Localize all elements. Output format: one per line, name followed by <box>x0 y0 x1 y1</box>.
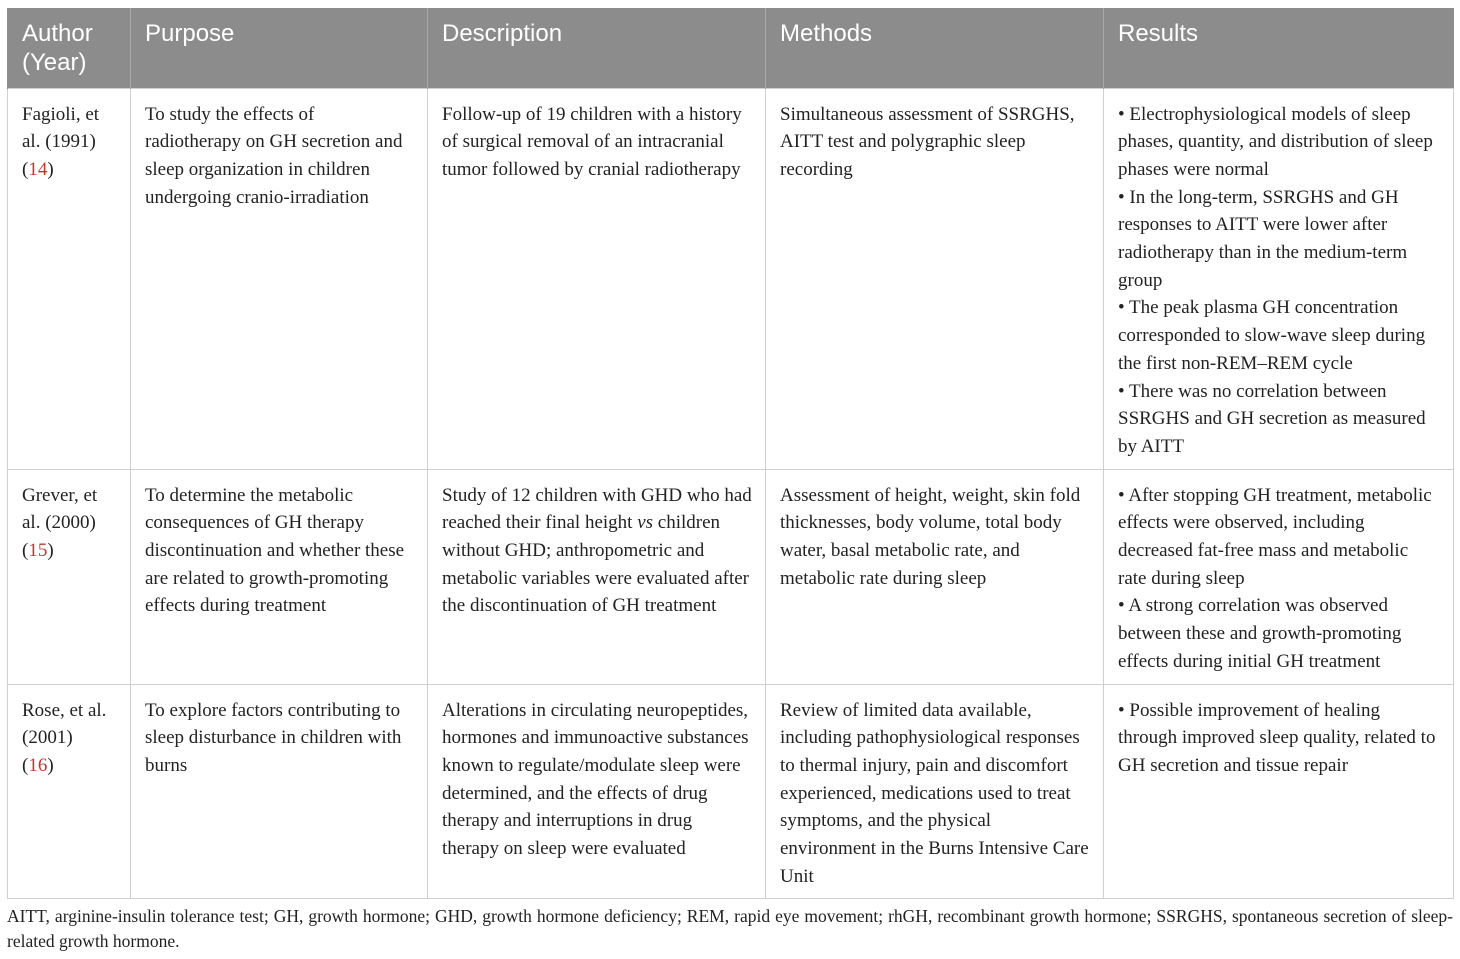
author-text: Grever, et al. (2000) <box>22 484 98 534</box>
table-row <box>8 469 1454 684</box>
result-item: • Possible improvement of healing through improved sleep quality, related to GH secretion and tissue repair <box>1118 699 1436 776</box>
table-row <box>8 684 1454 899</box>
cell-results <box>1104 469 1454 684</box>
cell-methods: Assessment of height, weight, skin fold thicknesses, body volume, total body water, basal metabolic rate, and metabolic rate during sleep <box>766 469 1104 684</box>
cell-results <box>1104 684 1454 899</box>
cell-description: Follow-up of 19 children with a history of surgical removal of an intracranial tumor followed by cranial radiotherapy <box>428 88 766 469</box>
description-text-end: children without GHD; anthropometric and metabolic variables were evaluated after the discontinuation of GH treatment <box>442 512 749 617</box>
author-text: Fagioli, et al. (1991) <box>22 103 100 153</box>
cell-author: Rose, et al. (2001) (16) <box>8 684 131 899</box>
cell-results <box>1104 88 1454 469</box>
cell-purpose: To determine the metabolic consequences of GH therapy discontinuation and whether these are related to growth-promoting effects during treatment <box>131 469 428 684</box>
cell-purpose: To explore factors contributing to sleep disturbance in children with burns <box>131 684 428 899</box>
header-results: Results <box>1104 8 1454 88</box>
result-item: • A strong correlation was observed between these and growth-promoting effects during initial GH treatment <box>1118 595 1402 672</box>
header-purpose: Purpose <box>131 8 428 88</box>
cell-description <box>428 469 766 684</box>
header-author: Author (Year) <box>8 8 131 88</box>
header-methods: Methods <box>766 8 1104 88</box>
cell-description: Alterations in circulating neuropeptides, hormones and immunoactive substances known to regulate/modulate sleep were determined, and the effects of drug therapy and interruptions in drug therapy on sleep were evaluated <box>428 684 766 899</box>
result-item: • The peak plasma GH concentration corresponded to slow-wave sleep during the first non-REM–REM cycle <box>1118 297 1426 374</box>
study-table-container <box>7 8 1453 899</box>
result-item: • There was no correlation between SSRGHS and GH secretion as measured by AITT <box>1118 380 1426 457</box>
reference-link[interactable]: 16 <box>28 754 48 776</box>
study-table <box>7 8 1454 899</box>
header-description: Description <box>428 8 766 88</box>
reference-link[interactable]: 14 <box>28 158 48 180</box>
table-footnote: AITT, arginine-insulin tolerance test; GH, growth hormone; GHD, growth hormone deficiency; REM, rapid eye movement; rhGH, recombinant growth hormone; SSRGHS, spontaneous secretion of sleep-related growth hormone. <box>7 906 1453 951</box>
cell-author: Fagioli, et al. (1991) (14) <box>8 88 131 469</box>
reference-link[interactable]: 15 <box>28 540 48 562</box>
cell-methods: Simultaneous assessment of SSRGHS, AITT test and polygraphic sleep recording <box>766 88 1104 469</box>
cell-methods: Review of limited data available, including pathophysiological responses to thermal injury, pain and discomfort experienced, medications used to treat symptoms, and the physical environment in the Burns Intensive Care Unit <box>766 684 1104 899</box>
author-text: Rose, et al. (2001) <box>22 699 107 749</box>
description-text: Study of 12 children with GHD who had reached their final height <box>442 484 752 534</box>
result-item: • After stopping GH treatment, metabolic effects were observed, including decreased fat-free mass and metabolic rate during sleep <box>1118 484 1432 589</box>
result-item: • In the long-term, SSRGHS and GH responses to AITT were lower after radiotherapy than in the medium-term group <box>1118 186 1408 291</box>
cell-purpose: To study the effects of radiotherapy on GH secretion and sleep organization in children undergoing cranio-irradiation <box>131 88 428 469</box>
table-body <box>8 88 1454 899</box>
result-item: • Electrophysiological models of sleep phases, quantity, and distribution of sleep phases were normal <box>1118 103 1433 180</box>
table-header <box>8 8 1454 88</box>
description-italic: vs <box>637 512 654 534</box>
header-row <box>8 8 1454 88</box>
cell-author: Grever, et al. (2000) (15) <box>8 469 131 684</box>
table-row <box>8 88 1454 469</box>
